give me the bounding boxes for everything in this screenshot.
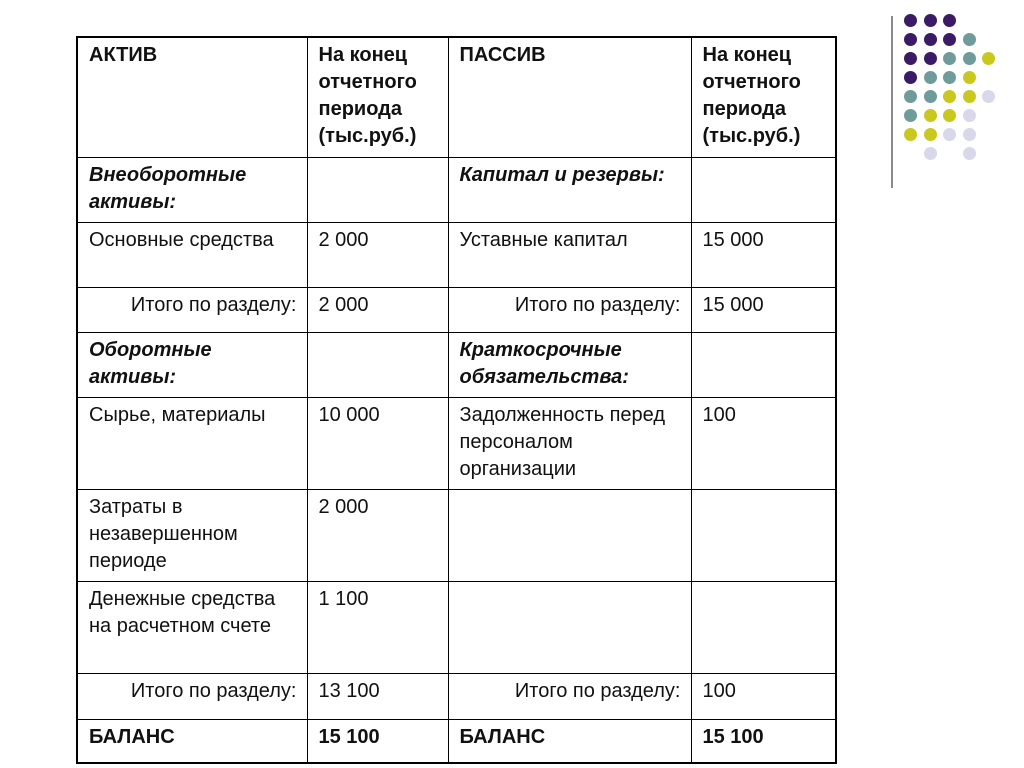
decorative-dot <box>963 52 976 65</box>
decorative-dot <box>904 33 917 46</box>
subtotal-label: Итого по разделу: <box>448 287 691 332</box>
cell-value: 15 000 <box>691 222 836 287</box>
cell-value: 1 100 <box>307 581 448 673</box>
decorative-dot <box>924 128 937 141</box>
subtotal-label: Итого по разделу: <box>448 673 691 719</box>
header-liability: ПАССИВ <box>448 37 691 157</box>
decorative-dot <box>924 90 937 103</box>
decorative-dot <box>943 128 956 141</box>
decorative-dot <box>943 14 956 27</box>
subtotal-value: 13 100 <box>307 673 448 719</box>
cell-liability-item <box>448 489 691 581</box>
cell-value: 100 <box>691 397 836 489</box>
cell-liability-item: Уставные капитал <box>448 222 691 287</box>
decorative-dot <box>943 52 956 65</box>
cell-asset-item: Сырье, материалы <box>77 397 307 489</box>
table-row <box>77 581 836 673</box>
balance-label: БАЛАНС <box>77 719 307 763</box>
cell-value: 2 000 <box>307 222 448 287</box>
decorative-dot-grid <box>904 14 1014 174</box>
decorative-dot <box>963 90 976 103</box>
decorative-dot <box>963 128 976 141</box>
cell-asset-item: Затраты в незавершенном периоде <box>77 489 307 581</box>
cell-value <box>307 332 448 397</box>
table-row <box>77 332 836 397</box>
cell-value: 10 000 <box>307 397 448 489</box>
balance-value: 15 100 <box>691 719 836 763</box>
cell-value <box>691 489 836 581</box>
decorative-dot <box>904 109 917 122</box>
cell-liability-item: Задолженность перед персоналом организации <box>448 397 691 489</box>
subtotal-value: 100 <box>691 673 836 719</box>
section-title-capital-reserves: Капитал и резервы: <box>448 157 691 222</box>
decorative-dot <box>924 147 937 160</box>
decorative-dot <box>963 109 976 122</box>
decorative-dot <box>904 14 917 27</box>
cell-value <box>691 581 836 673</box>
decorative-dot <box>943 71 956 84</box>
decorative-divider <box>891 16 893 188</box>
decorative-dot <box>904 52 917 65</box>
table-row <box>77 222 836 287</box>
decorative-dot <box>943 90 956 103</box>
table-row <box>77 719 836 763</box>
decorative-dot <box>924 52 937 65</box>
subtotal-value: 2 000 <box>307 287 448 332</box>
decorative-dot <box>924 109 937 122</box>
decorative-dot <box>924 71 937 84</box>
table-row <box>77 673 836 719</box>
cell-value <box>691 157 836 222</box>
decorative-dot <box>904 128 917 141</box>
decorative-dot <box>924 14 937 27</box>
decorative-dot <box>963 33 976 46</box>
header-liability-period: На конец отчетного периода (тыс.руб.) <box>691 37 836 157</box>
cell-value: 2 000 <box>307 489 448 581</box>
balance-label: БАЛАНС <box>448 719 691 763</box>
cell-liability-item <box>448 581 691 673</box>
header-asset-period: На конец отчетного периода (тыс.руб.) <box>307 37 448 157</box>
subtotal-value: 15 000 <box>691 287 836 332</box>
decorative-dot <box>943 33 956 46</box>
section-title-short-term-liabilities: Краткосрочные обязательства: <box>448 332 691 397</box>
decorative-dot <box>924 33 937 46</box>
cell-asset-item: Основные средства <box>77 222 307 287</box>
decorative-dot <box>963 71 976 84</box>
cell-asset-item: Денежные средства на расчетном счете <box>77 581 307 673</box>
cell-value <box>307 157 448 222</box>
table-row <box>77 397 836 489</box>
decorative-dot <box>982 52 995 65</box>
section-title-current-assets: Оборотные активы: <box>77 332 307 397</box>
decorative-dot <box>904 90 917 103</box>
balance-value: 15 100 <box>307 719 448 763</box>
table-row <box>77 157 836 222</box>
table-row <box>77 489 836 581</box>
decorative-dot <box>904 71 917 84</box>
cell-value <box>691 332 836 397</box>
section-title-noncurrent-assets: Внеоборотные активы: <box>77 157 307 222</box>
table-row <box>77 287 836 332</box>
decorative-dot <box>963 147 976 160</box>
table-header-row <box>77 37 836 157</box>
decorative-dot <box>982 90 995 103</box>
balance-sheet-table <box>76 36 837 764</box>
decorative-dot <box>943 109 956 122</box>
subtotal-label: Итого по разделу: <box>77 673 307 719</box>
header-asset: АКТИВ <box>77 37 307 157</box>
subtotal-label: Итого по разделу: <box>77 287 307 332</box>
